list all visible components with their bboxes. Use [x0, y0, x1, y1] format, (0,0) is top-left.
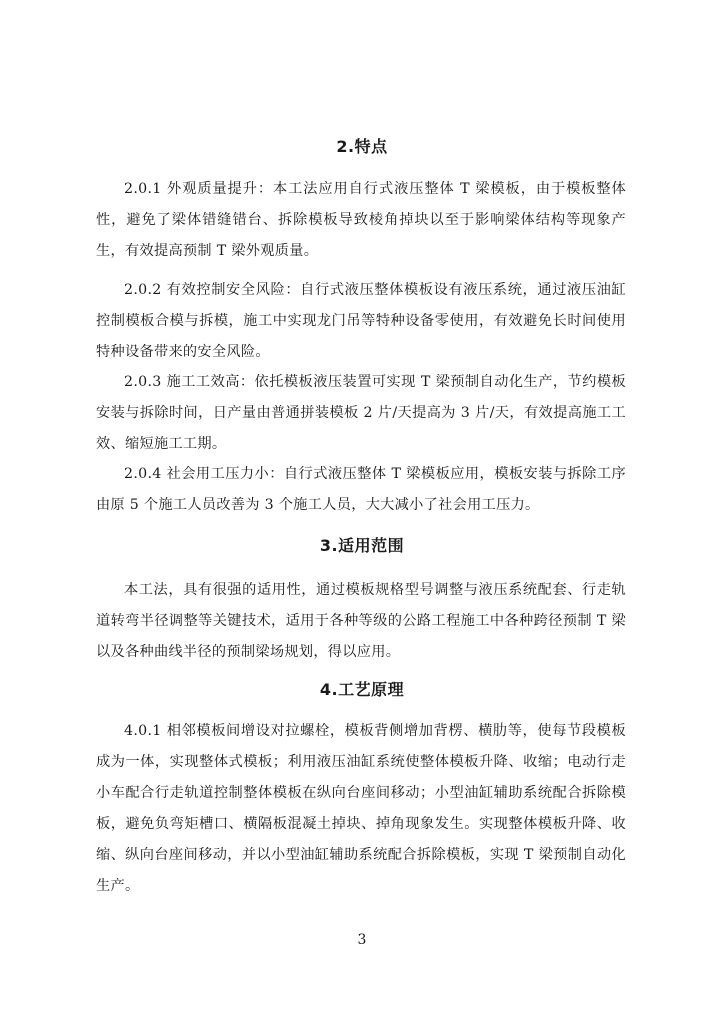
section-2-paragraph-1: 2.0.1 外观质量提升：本工法应用自行式液压整体 T 梁模板，由于模板整体性，避免了梁体错缝错台、拆除模板导致棱角掉块以至于影响梁体结构等现象产生，有效提高预制 T 梁外观质量。	[96, 181, 626, 259]
section-3-paragraph-1: 本工法，具有很强的适用性，通过模板规格型号调整与液压系统配套、行走轨道转弯半径调整等关键技术，适用于各种等级的公路工程施工中各种跨径预制 T 梁以及各种曲线半径的预制梁场规划，得以应用。	[96, 582, 626, 660]
page-number: 3	[357, 932, 367, 948]
section-3-heading: 3.适用范围	[319, 536, 405, 555]
section-4-heading: 4.工艺原理	[319, 680, 405, 699]
section-2-heading: 2.特点	[336, 137, 388, 156]
section-2-paragraph-2: 2.0.2 有效控制安全风险：自行式液压整体模板设有液压系统，通过液压油缸控制模板合模与拆模，施工中实现龙门吊等特种设备零使用，有效避免长时间使用特种设备带来的安全风险。	[96, 282, 626, 360]
section-2-paragraph-4: 2.0.4 社会用工压力小：自行式液压整体 T 梁模板应用，模板安装与拆除工序由原 5 个施工人员改善为 3 个施工人员，大大减小了社会用工压力。	[96, 466, 626, 513]
section-4-paragraph-1: 4.0.1 相邻模板间增设对拉螺栓，模板背侧增加背楞、横肋等，使每节段模板成为一体，实现整体式模板；利用液压油缸系统使整体模板升降、收缩；电动行走小车配合行走轨道控制整体模板在纵向台座间移动；小型油缸辅助系统配合拆除模板，避免负弯矩槽口、横隔板混凝土掉块、掉角现象发生。实现整体模板升降、收缩、纵向台座间移动，并以小型油缸辅助系统配合拆除模板，实现 T 梁预制自动化生产。	[96, 723, 626, 894]
section-2-paragraph-3: 2.0.3 施工工效高：依托模板液压装置可实现 T 梁预制自动化生产，节约模板安装与拆除时间，日产量由普通拼装模板 2 片/天提高为 3 片/天，有效提高施工工效、缩短施工工期。	[96, 374, 626, 452]
